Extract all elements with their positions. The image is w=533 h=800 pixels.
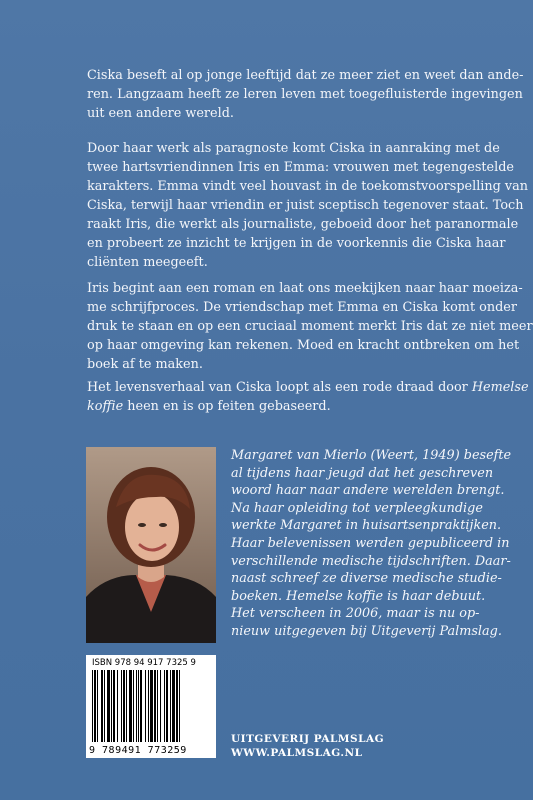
text-line: Het verscheen in 2006, maar is nu op- (231, 606, 480, 622)
text-line: cliënten meegeeft. (87, 255, 208, 270)
barcode-bar (154, 670, 156, 742)
barcode-bar (164, 670, 165, 742)
barcode-bar (94, 670, 96, 742)
barcode-bar (166, 670, 168, 742)
blurb-paragraph-2 (87, 139, 528, 272)
text-line: Ciska, terwijl haar vriendin er juist sceptisch tegenover staat. Toch (87, 198, 524, 213)
publisher-info (231, 733, 384, 760)
author-bio (231, 447, 512, 641)
barcode-bar (133, 670, 134, 742)
ean-digits: 9 789491 773259 (89, 745, 187, 756)
barcode-bar (107, 670, 110, 742)
text-line: Door haar werk als paragnoste komt Ciska in aanraking met de (87, 141, 500, 156)
text-line: werkte Margaret in huisartsenpraktijken. (231, 518, 502, 534)
text-line: druk te staan en op een cruciaal moment merkt Iris dat ze niet meer (87, 319, 533, 334)
book-title: koffie (87, 399, 124, 414)
text-line: me schrijfproces. De vriendschap met Emma en Ciska komt onder (87, 300, 517, 315)
text-line: uit een andere wereld. (87, 106, 234, 121)
barcode-bar (179, 670, 180, 742)
text-line: Haar belevenissen werden gepubliceerd in (231, 535, 510, 551)
barcode-bar (176, 670, 178, 742)
barcode (86, 655, 216, 758)
barcode-bar (129, 670, 132, 742)
barcode-bar (92, 670, 93, 742)
text-line: twee hartsvriendinnen Iris en Emma: vrouwen met tegengestelde (87, 160, 514, 175)
text-line: al tijdens haar jeugd dat het geschreven (231, 465, 494, 481)
book-title: Hemelse (471, 380, 529, 395)
text-line: naast schreef ze diverse medische studie- (231, 571, 502, 587)
barcode-bar (138, 670, 139, 742)
barcode-bar (126, 670, 127, 742)
barcode-bar (140, 670, 142, 742)
text-line: woord haar naar andere werelden brengt. (231, 483, 505, 499)
blurb-paragraph-4 (87, 378, 529, 416)
text-line: verschillende medische tijdschriften. Daar- (231, 553, 511, 569)
text-line: karakters. Emma vindt veel houvast in de toekomstvoorspelling van (87, 179, 528, 194)
text-line: Margaret van Mierlo (Weert, 1949) besefte (231, 448, 512, 463)
text-line: raakt Iris, die werkt als journaliste, geboeid door het paranormale (87, 217, 519, 232)
barcode-bar (111, 670, 112, 742)
barcode-bar (123, 670, 125, 742)
text-line: ren. Langzaam heeft ze leren leven met toegefluisterde ingevingen (87, 87, 523, 102)
barcode-bar (113, 670, 115, 742)
publisher-website[interactable]: WWW.PALMSLAG.NL (231, 746, 363, 759)
barcode-bar (101, 670, 103, 742)
barcode-bar (150, 670, 153, 742)
publisher-name: UITGEVERIJ PALMSLAG (231, 733, 385, 745)
text-line (87, 378, 529, 397)
text-line: Ciska beseft al op jonge leeftijd dat ze meer ziet en weet dan ande- (87, 68, 524, 83)
text-line: boek af te maken. (87, 357, 203, 372)
blurb-paragraph-1 (87, 66, 524, 123)
text-line: en probeert ze inzicht te krijgen in de voorkennis die Ciska haar (87, 236, 506, 251)
text-line: nieuw uitgegeven bij Uitgeverij Palmslag. (231, 623, 502, 639)
barcode-bar (172, 670, 175, 742)
author-portrait (86, 447, 216, 643)
barcode-bar (148, 670, 149, 742)
barcode-bar (104, 670, 105, 742)
barcode-bars (90, 670, 212, 744)
text-segment: heen en is op feiten gebaseerd. (123, 399, 331, 414)
barcode-bar (170, 670, 171, 742)
text-line (87, 397, 457, 416)
author-photo (86, 447, 216, 643)
text-line: boeken. Hemelse koffie is haar debuut. (231, 588, 486, 604)
text-line: Na haar opleiding tot verpleegkundige (231, 500, 483, 516)
barcode-bar (157, 670, 158, 742)
barcode-bar (97, 670, 98, 742)
isbn-label: ISBN 978 94 917 7325 9 (92, 658, 196, 668)
barcode-bar (117, 670, 118, 742)
text-segment: Het levensverhaal van Ciska loopt als een rode draad door (87, 380, 472, 395)
text-line: Iris begint aan een roman en laat ons meekijken naar haar moeiza- (87, 281, 523, 296)
blurb-paragraph-3 (87, 279, 533, 374)
text-line: op haar omgeving kan rekenen. Moed en kracht ontbreken om het (87, 338, 520, 353)
barcode-bar (160, 670, 161, 742)
barcode-bar (145, 670, 146, 742)
barcode-bar (136, 670, 137, 742)
barcode-bar (121, 670, 122, 742)
